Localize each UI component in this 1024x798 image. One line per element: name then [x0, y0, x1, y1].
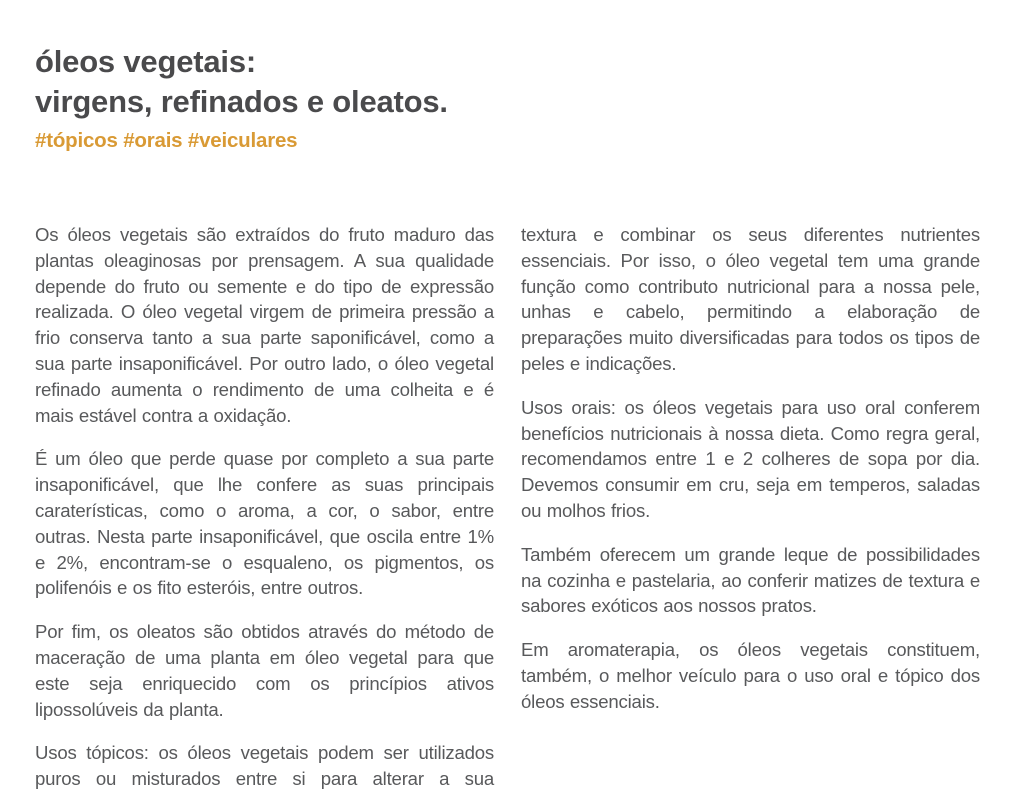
hashtags: #tópicos #orais #veiculares [35, 129, 298, 152]
column-right [521, 222, 980, 792]
paragraph-left-3: Por fim, os oleatos são obtidos através do método de maceração de uma planta em óleo vegetal para que este seja enriquecido com os princípios ativos lipossolúveis da planta. [35, 621, 494, 720]
paragraph-right-2: Usos orais: os óleos vegetais para uso oral conferem benefícios nutricionais à nossa dieta. Como regra geral, recomendamos entre 1 e 2 colheres de sopa por dia. Devemos consumir em cru, seja em temperos, saladas ou molhos frios. [521, 396, 980, 521]
page-title [35, 42, 980, 122]
article-body [35, 222, 980, 792]
paragraph-left-4: Usos tópicos: os óleos vegetais podem ser utilizados puros ou misturados entre si para alterar a sua [35, 742, 494, 790]
paragraph-left-2: É um óleo que perde quase por completo a sua parte insaponificável, que lhe confere as suas principais caraterísticas, como o aroma, a cor, o sabor, entre outras. Nesta parte insaponificável, que oscila entre 1% e 2%, encontram-se o esqualeno, os pigmentos, os polifenóis e os fito esteróis, entre outros. [35, 448, 494, 599]
column-left [35, 222, 494, 792]
paragraph-right-1: textura e combinar os seus diferentes nutrientes essenciais. Por isso, o óleo vegetal tem uma grande função como contributo nutricional para a nossa pele, unhas e cabelo, permitindo a elaboração de preparações muito diversificadas para todos os tipos de peles e indicações. [521, 224, 980, 374]
title-line-1: óleos vegetais: [35, 44, 256, 79]
paragraph-left-1: Os óleos vegetais são extraídos do fruto maduro das plantas oleaginosas por prensagem. A sua qualidade depende do fruto ou semente e do tipo de expressão realizada. O óleo vegetal virgem de primeira pressão a frio conserva tanto a sua parte saponificável, como a sua parte insaponificável. Por outro lado, o óleo vegetal refinado aumenta o rendimento de uma colheita e é mais estável contra a oxidação. [35, 224, 494, 426]
paragraph-right-3: Também oferecem um grande leque de possibilidades na cozinha e pastelaria, ao conferir matizes de textura e sabores exóticos aos nossos pratos. [521, 543, 980, 617]
title-line-2: virgens, refinados e oleatos. [35, 84, 448, 119]
page-header [35, 42, 980, 154]
paragraph-right-4: Em aromaterapia, os óleos vegetais constituem, também, o melhor veículo para o uso oral e tópico dos óleos essenciais. [521, 639, 980, 712]
